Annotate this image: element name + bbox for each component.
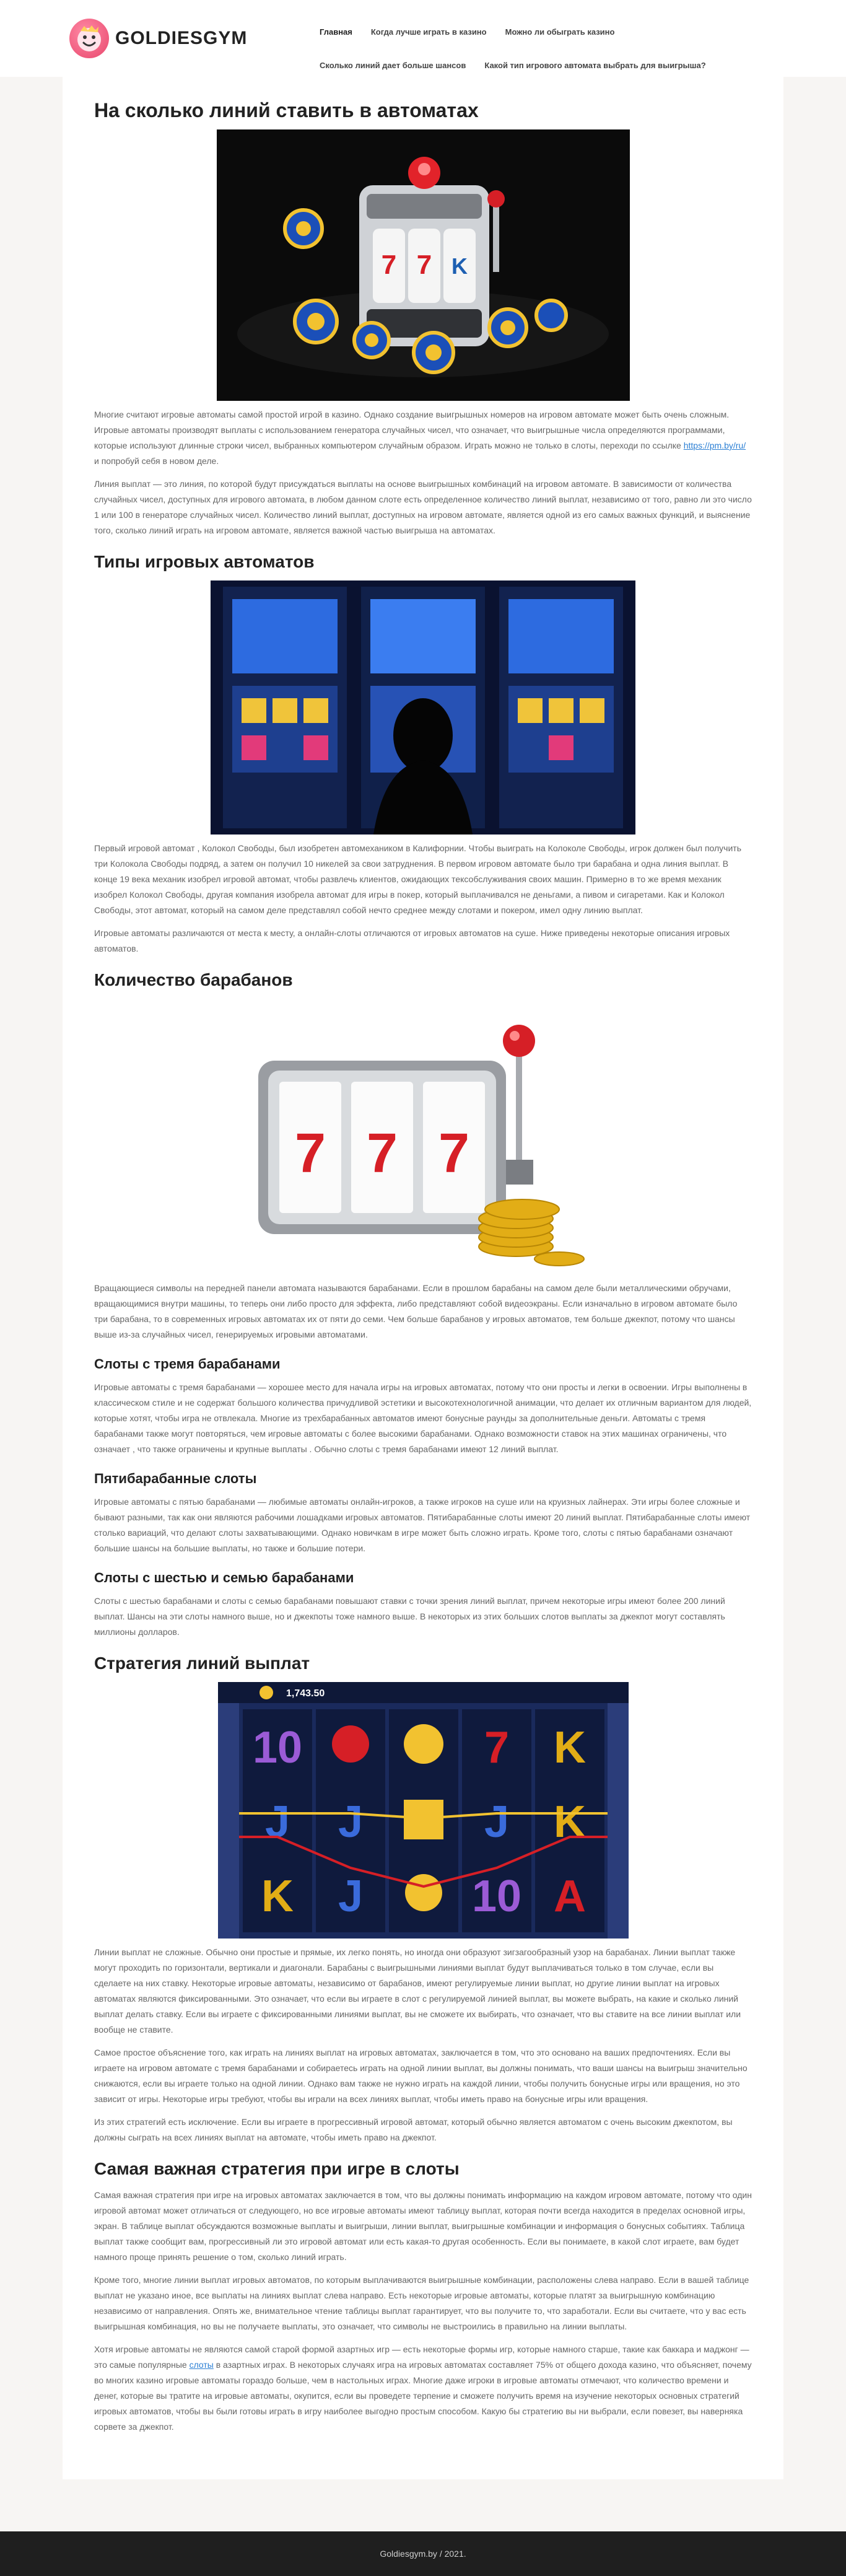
svg-text:K: K [451,253,468,279]
slots-link[interactable]: слоты [189,2360,214,2370]
menu-item-lines-chances[interactable]: Сколько линий дает больше шансов [320,60,466,70]
important-text: Хотя игровые автоматы не являются самой старой формой азартных игр — есть некоторые формы игр, которые намного старше, такие как баккара и маджонг — это самые популярные [94,2344,749,2370]
svg-text:K: K [261,1872,294,1921]
menu-item-machine-type[interactable]: Какой тип игрового автомата выбрать для выигрыша? [484,60,706,70]
page-title: На сколько линий ставить в автоматах [94,99,479,121]
heading-reels-count: Количество барабанов [94,970,293,989]
svg-text:7: 7 [366,1123,398,1185]
intro-paragraph-2: Линия выплат — это линия, по которой будут присуждаться выплаты на основе выигрышных комбинаций на игровом автомате. В зависимости от количества случайных чисел, доступных для игрового автомата, в любом данном слоте есть определенное количество линий выплат, независимо от того, равно ли это число 1 или 100 в генераторе случайных чисел. Количество линий выплат, доступных на игровом автомате, является одной из его самых важных функций, и выяснение того, сколько линий играть на игровом автомате, является важной частью выигрыша на автоматах. [94,479,752,535]
site-header [0,0,846,77]
heading-machine-types: Типы игровых автоматов [94,552,315,571]
svg-text:J: J [338,1797,363,1847]
important-text-end: в азартных играх. В некоторых случаях игра на игровых автоматах составляет 75% от общего дохода казино, что объясняет, почему во многих казино игровые автоматы гораздо больше, чем в настольных играх. Многие даже игроки в игровые автоматы отмечают, что количество времени и денег, которые вы тратите на игровые автоматы, окупится, если вы проведете терпение и сможете получить время на изучение некоторых основных стратегий игровых автоматов, чтобы вы были готовы играть в игру наиболее выгодно простым способом. Какую бы стратегию вы ни выбрали, если повезет, вы наверняка сорвете за джекпот. [94,2360,752,2432]
intro-link[interactable]: https://pm.by/ru/ [683,440,746,450]
important-paragraph-1: Самая важная стратегия при игре на игровых автоматах заключается в том, что вы должны понимать информацию на каждом игровом автомате, потому что один игровой автомат может отличаться от следующего, но все игровые автоматы имеют таблицу выплат, которая почти всегда находится в пределах основной игры, экран. В таблице выплат обсуждаются возможные выплаты и выигрыши, линии выплат, выигрышные комбинации и информация о бонусных событиях. Таблица выплат также сообщит вам, прогрессивный ли это игровой автомат или есть какая-то другая особенность. Если вы понимаете, в какой слот играете, вам будет намного проще принять решение о том, сколько линий играть. [94,2190,752,2262]
strategy-paragraph-3: Из этих стратегий есть исключение. Если вы играете в прогрессивный игровой автомат, который обычно является автоматом с очень высоким джекпотом, вы должны сыграть на всех линиях выплат на автомате, чтобы иметь право на джекпот. [94,2117,733,2142]
svg-text:7: 7 [438,1123,470,1185]
logo-emoji-icon [69,19,109,58]
svg-text:J: J [338,1872,363,1921]
site-name: GOLDIESGYM [115,28,248,48]
site-logo[interactable] [69,19,247,58]
strategy-paragraph-2: Самое простое объяснение того, как играть на линиях выплат на игровых автоматах, заключается в том, что это основано на ваших предпочтениях. Если вы играете на игровом автомате с тремя барабанами и собираетесь играть на одной линии выплат, вы должны понимать, что ваши шансы на выигрыш значительно снижаются, если вы играете только на одной линии. Однако вам также не нужно играть на каждой линии, чтобы получить бонусные игры или вращения, но это зависит от игры. Некоторые игры требуют, чтобы вы играли на всех линиях выплат, чтобы иметь право на бонусные игры или вращения. [94,2048,748,2104]
heading-five-reels: Пятибарабанные слоты [94,1471,257,1486]
casino-player-image [211,580,635,835]
intro-paragraph-1 [94,407,752,469]
slot-balance: 1,743.50 [286,1688,325,1699]
six-seven-reels-paragraph: Слоты с шестью барабанами и слоты с семью барабанами повышают ставки с точки зрения линий выплат, причем некоторые игры имеют более 200 линий выплат. Шансы на эти слоты намного выше, но и джекпоты тоже намного выше. В некоторых из этих больших слотов выплаты за джекпот могут составлять миллионы долларов. [94,1596,725,1637]
slot-machine-image [217,129,630,401]
svg-text:7: 7 [381,250,396,280]
article [63,77,783,2479]
five-reels-paragraph: Игровые автоматы с пятью барабанами — любимые автоматы онлайн-игроков, а также игроков на суше или на круизных лайнерах. Эти игры более сложные и бывают разными, так как они являются рабочими лошадками игровых автоматов. Пятибарабанные слоты имеют 20 линий выплат. Пятибарабанные слоты имеют столько вариаций, что делают слоты захватывающими. Однако новичкам в игре может быть сложно играть. Кроме того, слоты с пятью барабанами означают большие шансы на большие выплаты, но также и большие потери. [94,1497,751,1553]
important-paragraph-3 [94,2342,752,2435]
video-slot-image [218,1682,629,1939]
three-reels-paragraph: Игровые автоматы с тремя барабанами — хорошее место для начала игры на игровых автоматах, потому что они просты и легки в освоении. Игры выполнены в классическом стиле и не содержат большого количества причудливой эстетики и высокотехнологичной анимации, что делает их отличным вариантом для людей, которые хотят, чтобы игра не отвлекала. Многие из трехбарабанных автоматов имеют бонусные раунды за дополнительные деньги. Автоматы с тремя барабанами также могут повторяться, чем игровые автоматы с более высокими барабанами. Однако возможности ставок на этих машинах ограничены, что означает , что также ограничены и крупные выплаты . Обычно слоты с тремя барабанами имеют 12 линий выплат. [94,1382,752,1454]
classic-slot-image [256,999,590,1274]
menu-item-when-to-play[interactable]: Когда лучше играть в казино [370,27,487,37]
reels-paragraph-1: Вращающиеся символы на передней панели автомата называются барабанами. Если в прошлом барабаны на самом деле были металлическими обручами, вращающимися внутри машины, то теперь они либо просто для эффекта, либо представляют собой видеоэкраны. Если изначально в игровом автомате было три барабана, то в современных игровых автоматах их от пяти до семи. Чем больше барабанов у игровых автоматов, тем больше джекпот, потому что шансы выше из-за случайных чисел, генерируемых игровыми автоматами. [94,1283,738,1339]
svg-text:J: J [484,1797,509,1847]
intro-text-end: и попробуй себя в новом деле. [94,456,219,466]
svg-text:A: A [553,1872,586,1921]
main-menu [320,15,778,82]
types-paragraph-1: Первый игровой автомат , Колокол Свободы, был изобретен автомехаником в Калифорнии. Чтобы выиграть на Колоколе Свободы, игрок должен был получить три Колокола Свободы подряд, а затем он получил 10 никелей за свои затруднения. В первом игровом автомате было три барабана и одна линия выплат. В конце 19 века механик изобрел игровой автомат, чтобы развлечь клиентов, ожидающих тексобслуживания своих машин. Примерно в то же время механик изобрел Колокол Свободы, другая компания изобрела автомат для игры в покер, который выплачивался не деньгами, а пивом и сигаретами. Как и Колокол Свободы, этот автомат, который на самом деле представлял собой нечто среднее между слотами и покером, имел одну линию выплат. [94,843,741,915]
important-paragraph-2: Кроме того, многие линии выплат игровых автоматов, по которым выплачиваются выигрышные комбинации, расположены слева направо. Если в вашей таблице выплат не указано иное, все выплаты на линиях выплат слева направо. Есть некоторые игровые автоматы, которые платят за выигрышную комбинацию независимо от направления. Опять же, внимательное чтение таблицы выплат гарантирует, что вы получите то, что заработали. Если вы считаете, что у вас есть выигрышная комбинация, но вы не получаете выплаты, это означает, что символы не выстроились в правильно на линии выплаты. [94,2275,749,2331]
heading-important-strategy: Самая важная стратегия при игре в слоты [94,2159,460,2178]
svg-text:7: 7 [416,250,432,280]
heading-six-seven-reels: Слоты с шестью и семью барабанами [94,1570,354,1585]
intro-text: Многие считают игровые автоматы самой простой игрой в казино. Однако создание выигрышных номеров на игровом автомате может быть очень сложным. Игровые автоматы производят выплаты с использованием генератора случайных чисел, что означает, что выигрышные числа определяются программами, которые используют длинные строки чисел, выбранных компьютером случайным образом. Играть можно не только в слоты, переходи по ссылке [94,410,730,450]
menu-item-home[interactable]: Главная [320,27,352,37]
svg-text:7: 7 [294,1123,326,1185]
heading-three-reels: Слоты с тремя барабанами [94,1356,281,1372]
menu-item-beat-casino[interactable]: Можно ли обыграть казино [505,27,615,37]
footer-copyright: Goldiesgym.by / 2021. [380,2549,466,2559]
svg-text:K: K [553,1723,586,1772]
site-footer [0,2531,846,2576]
svg-text:10: 10 [471,1872,521,1921]
heading-payline-strategy: Стратегия линий выплат [94,1654,310,1673]
svg-text:J: J [264,1797,290,1847]
svg-text:K: K [553,1797,586,1847]
svg-text:7: 7 [484,1723,509,1772]
strategy-paragraph-1: Линии выплат не сложные. Обычно они простые и прямые, их легко понять, но иногда они образуют зигзагообразный узор на барабанах. Линии выплат также могут проходить по горизонтали, вертикали и диагонали. Барабаны с выигрышными линиями выплат будут выплачиваться только в том случае, если вы сделаете на них ставку. Некоторые игровые автоматы, независимо от барабанов, имеют регулируемые линии выплат, но другие линии выплат на игровых автоматах являются фиксированными. Это означает, что если вы играете в слот с регулируемой линией выплат, вы можете выбрать, на какие и сколько линий выплат делать ставку. Если вы играете с фиксированными линиями выплат, вы не сможете их выбирать, что означает, что вы ставите на все линии выплат или вообще не ставите. [94,1947,741,2035]
svg-text:10: 10 [252,1723,302,1772]
types-paragraph-2: Игровые автоматы различаются от места к месту, а онлайн-слоты отличаются от игровых автоматов на суше. Ниже приведены некоторые описания игровых автоматов. [94,928,730,953]
